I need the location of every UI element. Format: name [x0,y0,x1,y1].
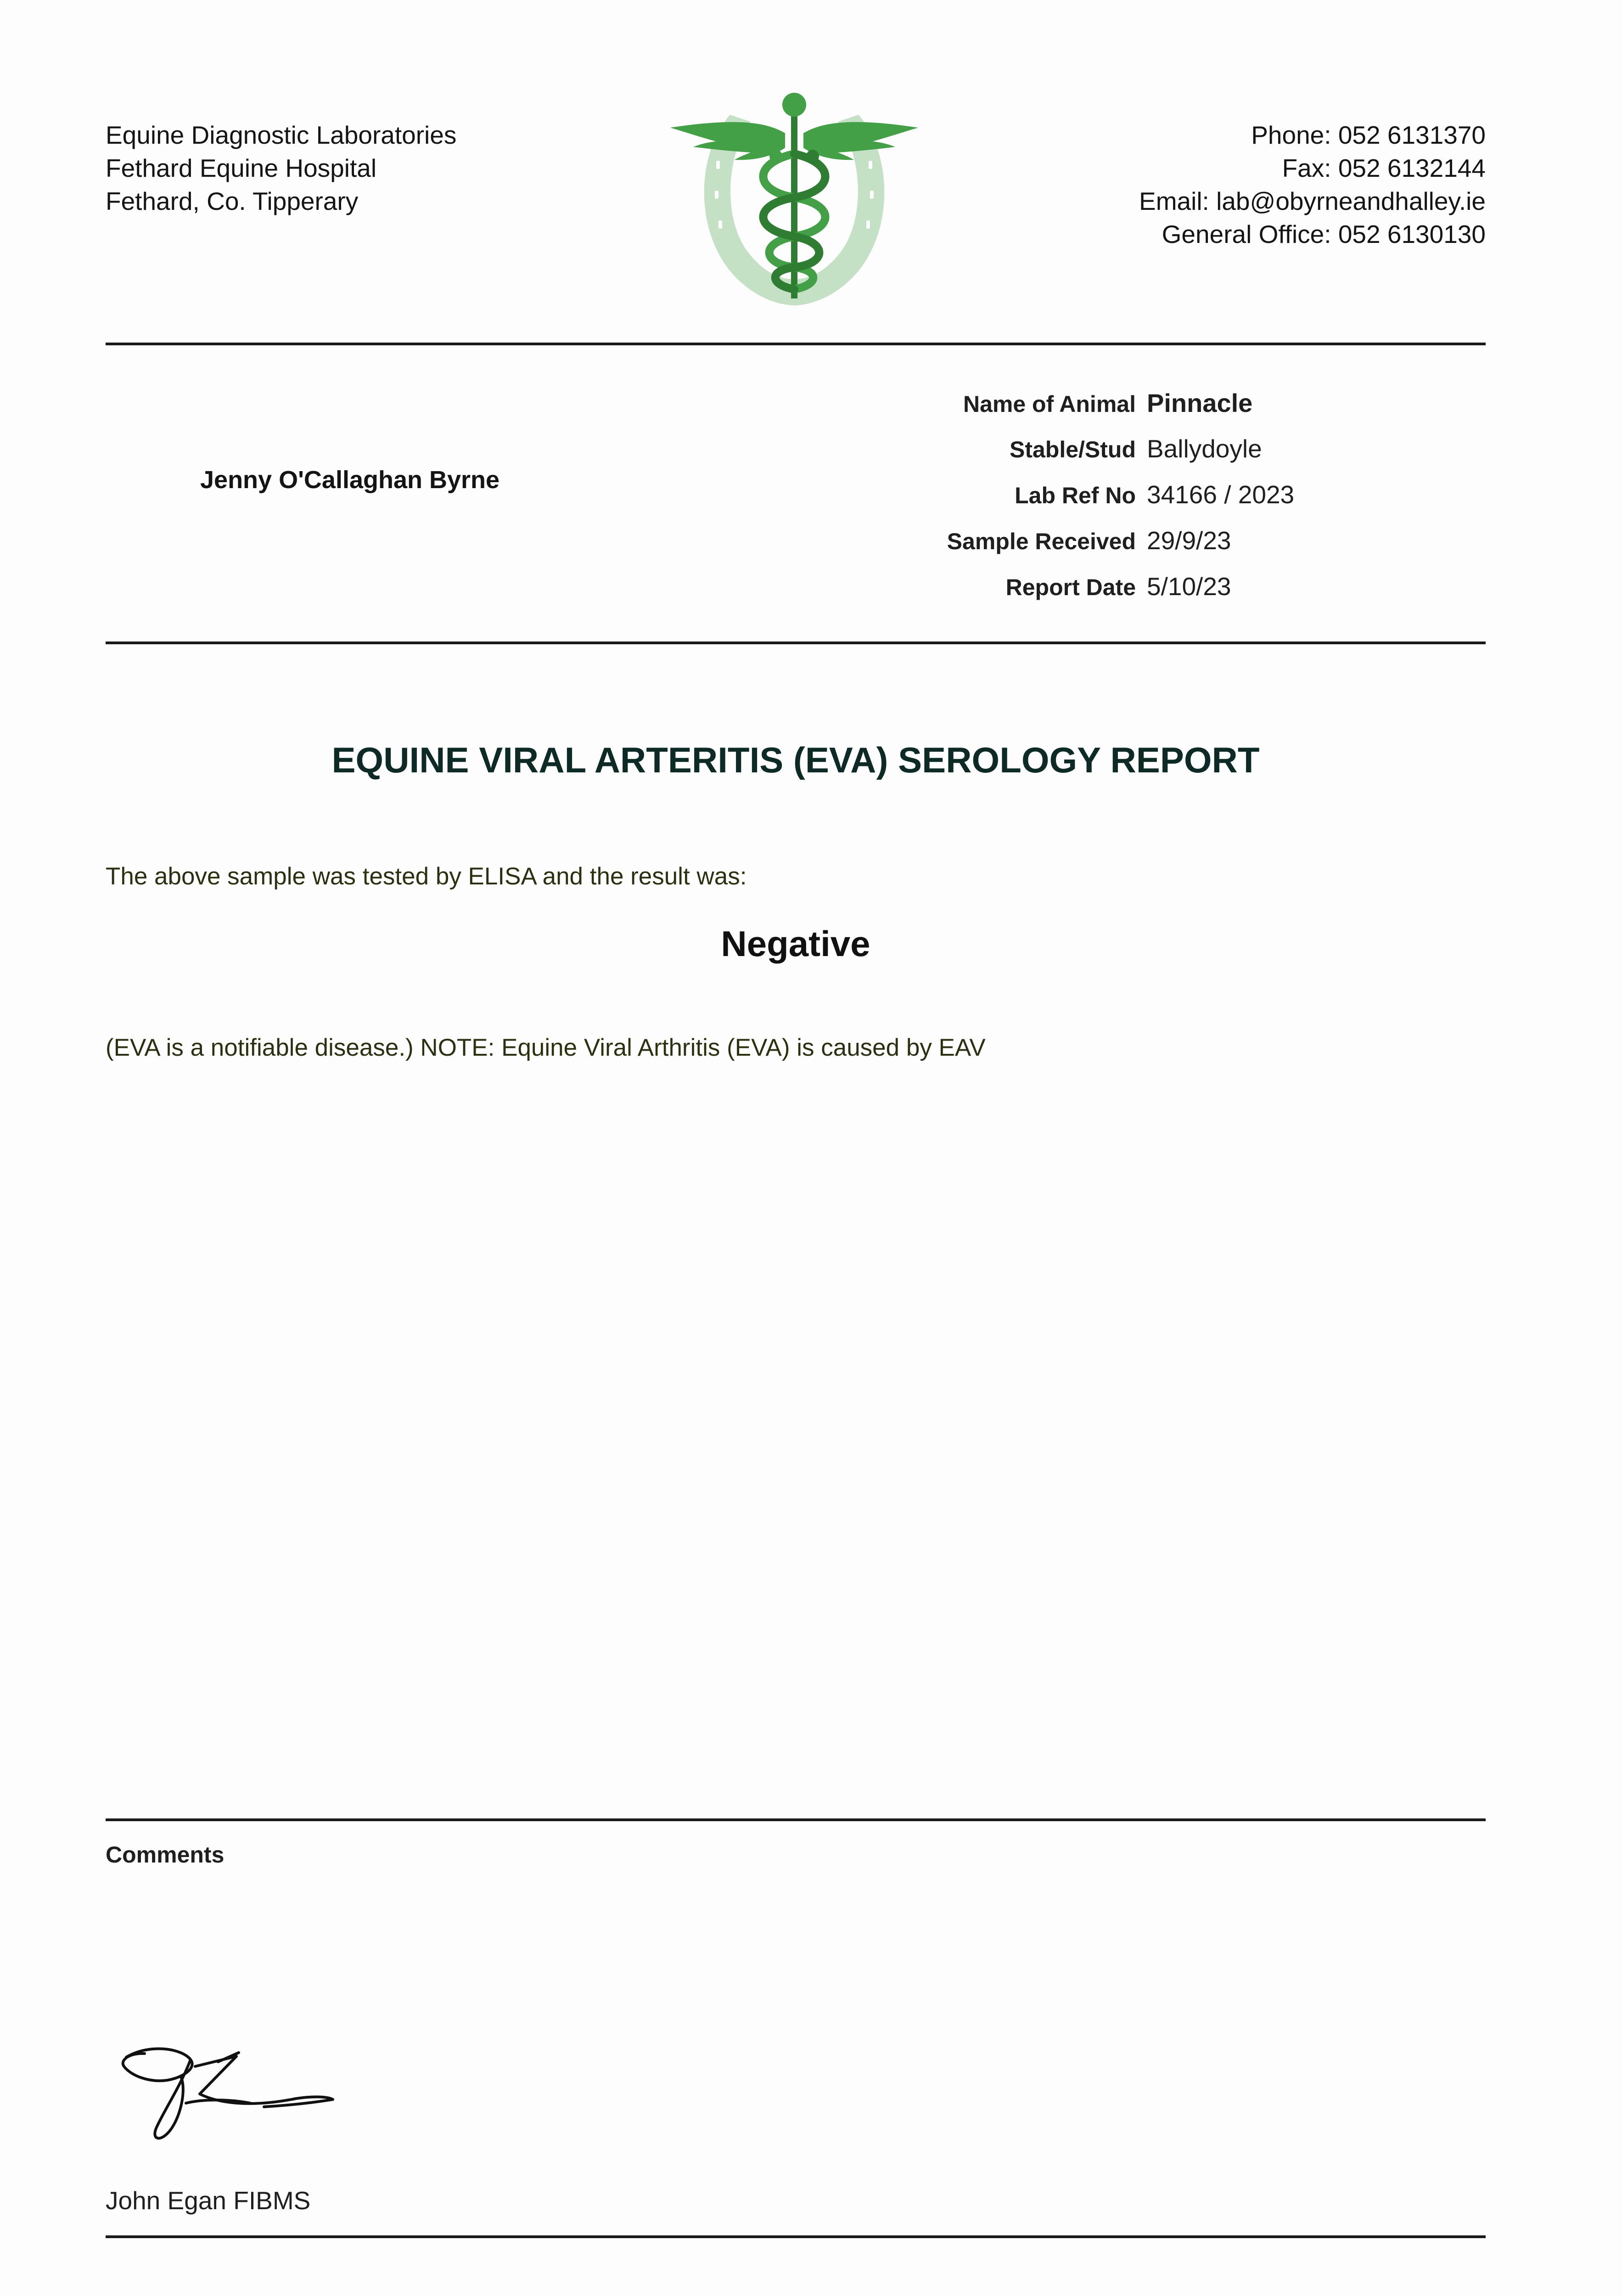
sample-details [854,388,1294,618]
detail-row-report-date [854,572,1294,618]
comments-label: Comments [106,1842,224,1868]
test-result: Negative [721,923,870,964]
lab-address [106,118,456,218]
header-divider [106,343,1486,345]
details-divider [106,642,1486,644]
detail-row-animal [854,388,1294,434]
detail-value: Pinnacle [1147,388,1253,417]
lab-contact [1139,118,1486,251]
lab-fax: Fax: 052 6132144 [1282,154,1486,182]
detail-label: Lab Ref No [1015,483,1136,508]
detail-value: 34166 / 2023 [1147,480,1295,509]
lab-location: Fethard, Co. Tipperary [106,187,359,215]
lab-name: Equine Diagnostic Laboratories [106,121,457,149]
detail-label: Stable/Stud [1009,437,1136,462]
report-note: (EVA is a notifiable disease.) NOTE: Equine Viral Arthritis (EVA) is caused by EAV [106,1034,986,1061]
detail-label: Name of Animal [963,391,1136,417]
caduceus-horseshoe-icon [661,87,927,312]
lab-general-office: General Office: 052 6130130 [1162,220,1486,248]
footer-divider [106,2235,1486,2238]
report-intro: The above sample was tested by ELISA and the result was: [106,863,747,890]
client-name: Jenny O'Callaghan Byrne [200,466,500,494]
detail-row-stable [854,434,1294,480]
detail-row-received [854,526,1294,572]
report-title: EQUINE VIRAL ARTERITIS (EVA) SEROLOGY REPORT [331,740,1260,780]
comments-divider [106,1818,1486,1821]
lab-hospital: Fethard Equine Hospital [106,154,377,182]
signer-name: John Egan FIBMS [106,2186,311,2215]
detail-row-labref [854,480,1294,526]
lab-phone: Phone: 052 6131370 [1251,121,1486,149]
detail-label: Sample Received [947,529,1136,554]
detail-label: Report Date [1005,574,1136,600]
lab-email: Email: lab@obyrneandhalley.ie [1139,187,1486,215]
detail-value: Ballydoyle [1147,434,1262,463]
detail-value: 5/10/23 [1147,572,1231,601]
detail-value: 29/9/23 [1147,526,1231,555]
signature-image [112,2034,342,2154]
